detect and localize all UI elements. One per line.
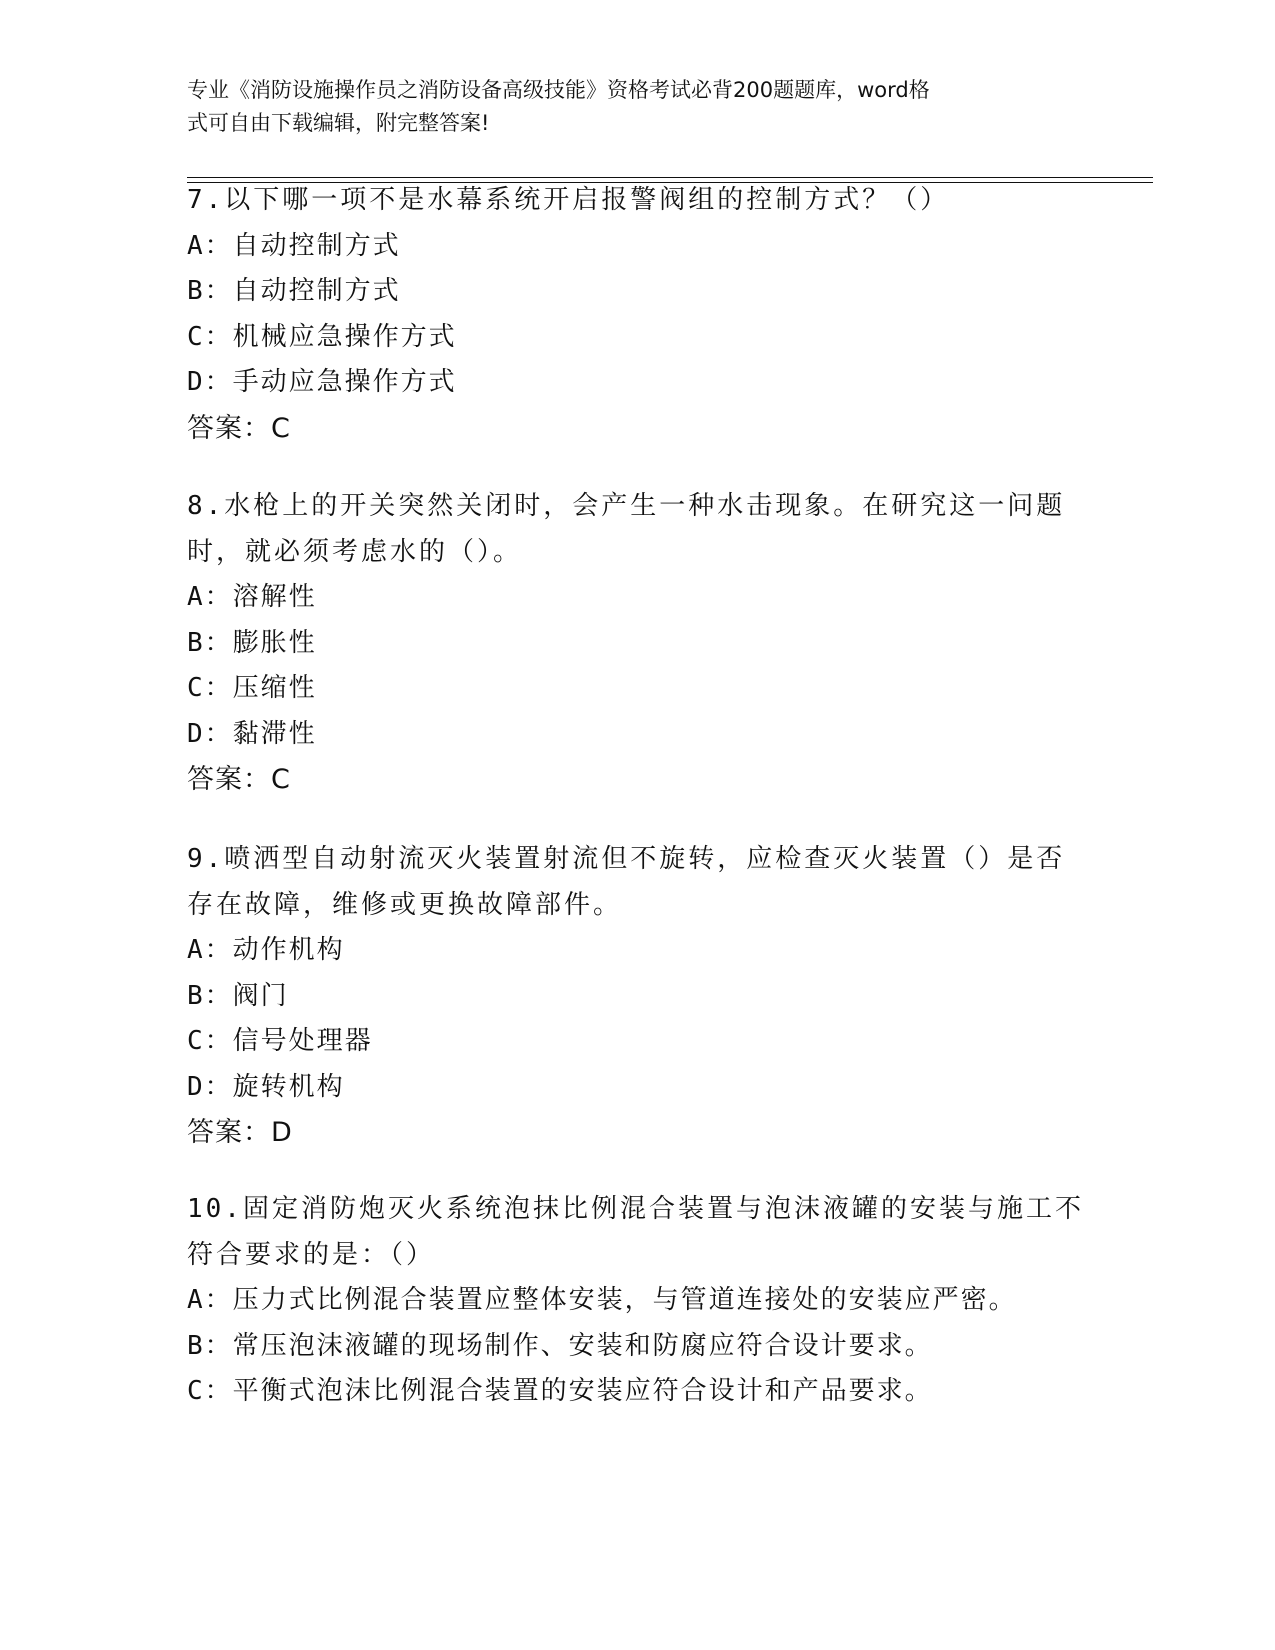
option-c: C：信号处理器 — [187, 1026, 373, 1056]
question-10 — [187, 1187, 1087, 1415]
option-b: B：常压泡沫液罐的现场制作、安装和防腐应符合设计要求。 — [187, 1330, 933, 1361]
option-d: D：旋转机构 — [187, 1071, 345, 1102]
question-stem-cont: 时，就必须考虑水的（）。 — [187, 536, 523, 567]
question-7 — [187, 178, 1087, 451]
option-b: B：阀门 — [187, 980, 289, 1011]
question-9 — [187, 837, 1087, 1156]
document-header — [187, 74, 1087, 140]
header-line-2: 式可自由下载编辑，附完整答案! — [187, 111, 490, 135]
question-stem-cont: 存在故障，维修或更换故障部件。 — [187, 889, 623, 920]
header-line-1: 专业《消防设施操作员之消防设备高级技能》资格考试必背200题题库，word格 — [187, 78, 930, 102]
option-c: C：平衡式泡沫比例混合装置的安装应符合设计和产品要求。 — [187, 1376, 933, 1406]
question-stem: 7.以下哪一项不是水幕系统开启报警阀组的控制方式？（） — [187, 185, 950, 215]
option-a: A：动作机构 — [187, 935, 345, 965]
option-a: A：自动控制方式 — [187, 230, 401, 261]
answer: 答案：C — [187, 764, 291, 795]
question-stem: 10.固定消防炮灭火系统泡抹比例混合装置与泡沫液罐的安装与施工不 — [187, 1194, 1084, 1224]
question-stem: 8.水枪上的开关突然关闭时，会产生一种水击现象。在研究这一问题 — [187, 491, 1066, 521]
option-b: B：自动控制方式 — [187, 276, 401, 306]
question-8 — [187, 484, 1087, 803]
option-a: A：压力式比例混合装置应整体安装，与管道连接处的安装应严密。 — [187, 1285, 1017, 1315]
option-c: C：机械应急操作方式 — [187, 321, 457, 352]
answer: 答案：D — [187, 1117, 293, 1148]
option-c: C：压缩性 — [187, 673, 317, 703]
question-stem-cont: 符合要求的是：（） — [187, 1239, 436, 1270]
option-d: D：黏滞性 — [187, 718, 317, 749]
question-stem: 9.喷洒型自动射流灭火装置射流但不旋转，应检查灭火装置（）是否 — [187, 844, 1066, 874]
option-d: D：手动应急操作方式 — [187, 367, 457, 397]
option-b: B：膨胀性 — [187, 627, 317, 658]
option-a: A：溶解性 — [187, 582, 317, 612]
answer: 答案：C — [187, 412, 291, 444]
